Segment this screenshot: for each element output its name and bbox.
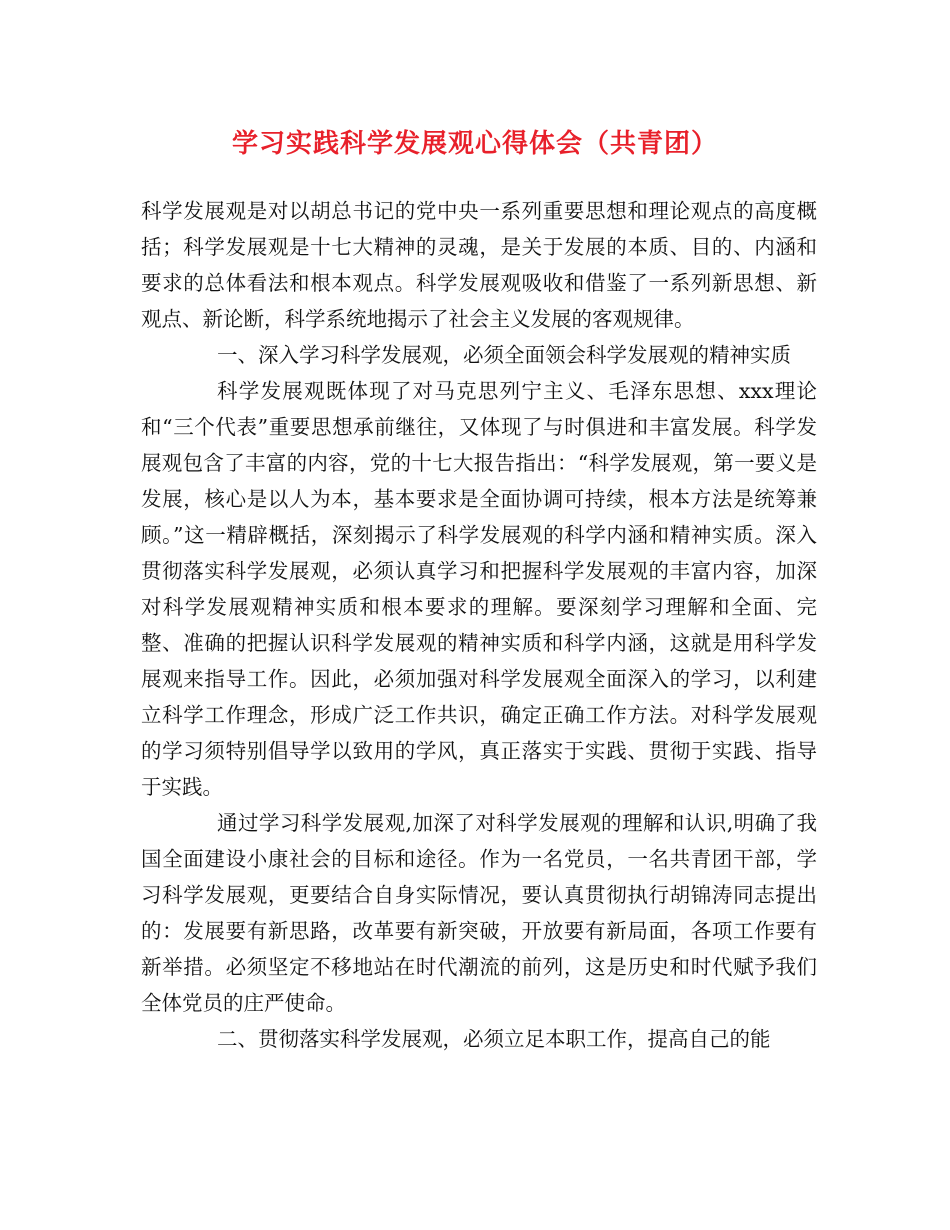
document-title: 学习实践科学发展观心得体会（共青团） xyxy=(231,129,718,159)
section-heading-2: 二、贯彻落实科学发展观，必须立足本职工作，提高自己的能 xyxy=(217,1027,771,1051)
paragraph-study-reflection: 通过学习科学发展观,加深了对科学发展观的理解和认识,明确了我国全面建设小康社会的目标和途径。作为一名党员，一名共青团干部，学习科学发展观，更要结合自身实际情况，要认真贯彻执行胡锦涛同志提出的：发展要有新思路，改革要有新突破，开放要有新局面，各项工作要有新举措。必须坚定不移地站在时代潮流的前列，这是历史和时代赋予我们全体党员的庄严使命。 xyxy=(141,811,817,1015)
section-heading-1: 一、深入学习科学发展观，必须全面领会科学发展观的精神实质 xyxy=(217,343,791,367)
document-body xyxy=(141,193,817,1057)
paragraph-section-1: 科学发展观既体现了对马克思列宁主义、毛泽东思想、xxx理论和“三个代表”重要思想承前继往，又体现了与时俱进和丰富发展。科学发展观包含了丰富的内容，党的十七大报告指出：“科学发展观，第一要义是发展，核心是以人为本，基本要求是全面协调可持续，根本方法是统筹兼顾。”这一精辟概括，深刻揭示了科学发展观的科学内涵和精神实质。深入贯彻落实科学发展观，必须认真学习和把握科学发展观的丰富内容，加深对科学发展观精神实质和根本要求的理解。要深刻学习理解和全面、完整、准确的把握认识科学发展观的精神实质和科学内涵，这就是用科学发展观来指导工作。因此，必须加强对科学发展观全面深入的学习，以利建立科学工作理念，形成广泛工作共识，确定正确工作方法。对科学发展观的学习须特别倡导学以致用的学风，真正落实于实践、贯彻于实践、指导于实践。 xyxy=(141,379,817,799)
paragraph-intro: 科学发展观是对以胡总书记的党中央一系列重要思想和理论观点的高度概括；科学发展观是十七大精神的灵魂，是关于发展的本质、目的、内涵和要求的总体看法和根本观点。科学发展观吸收和借鉴了一系列新思想、新观点、新论断，科学系统地揭示了社会主义发展的客观规律。 xyxy=(141,199,817,331)
